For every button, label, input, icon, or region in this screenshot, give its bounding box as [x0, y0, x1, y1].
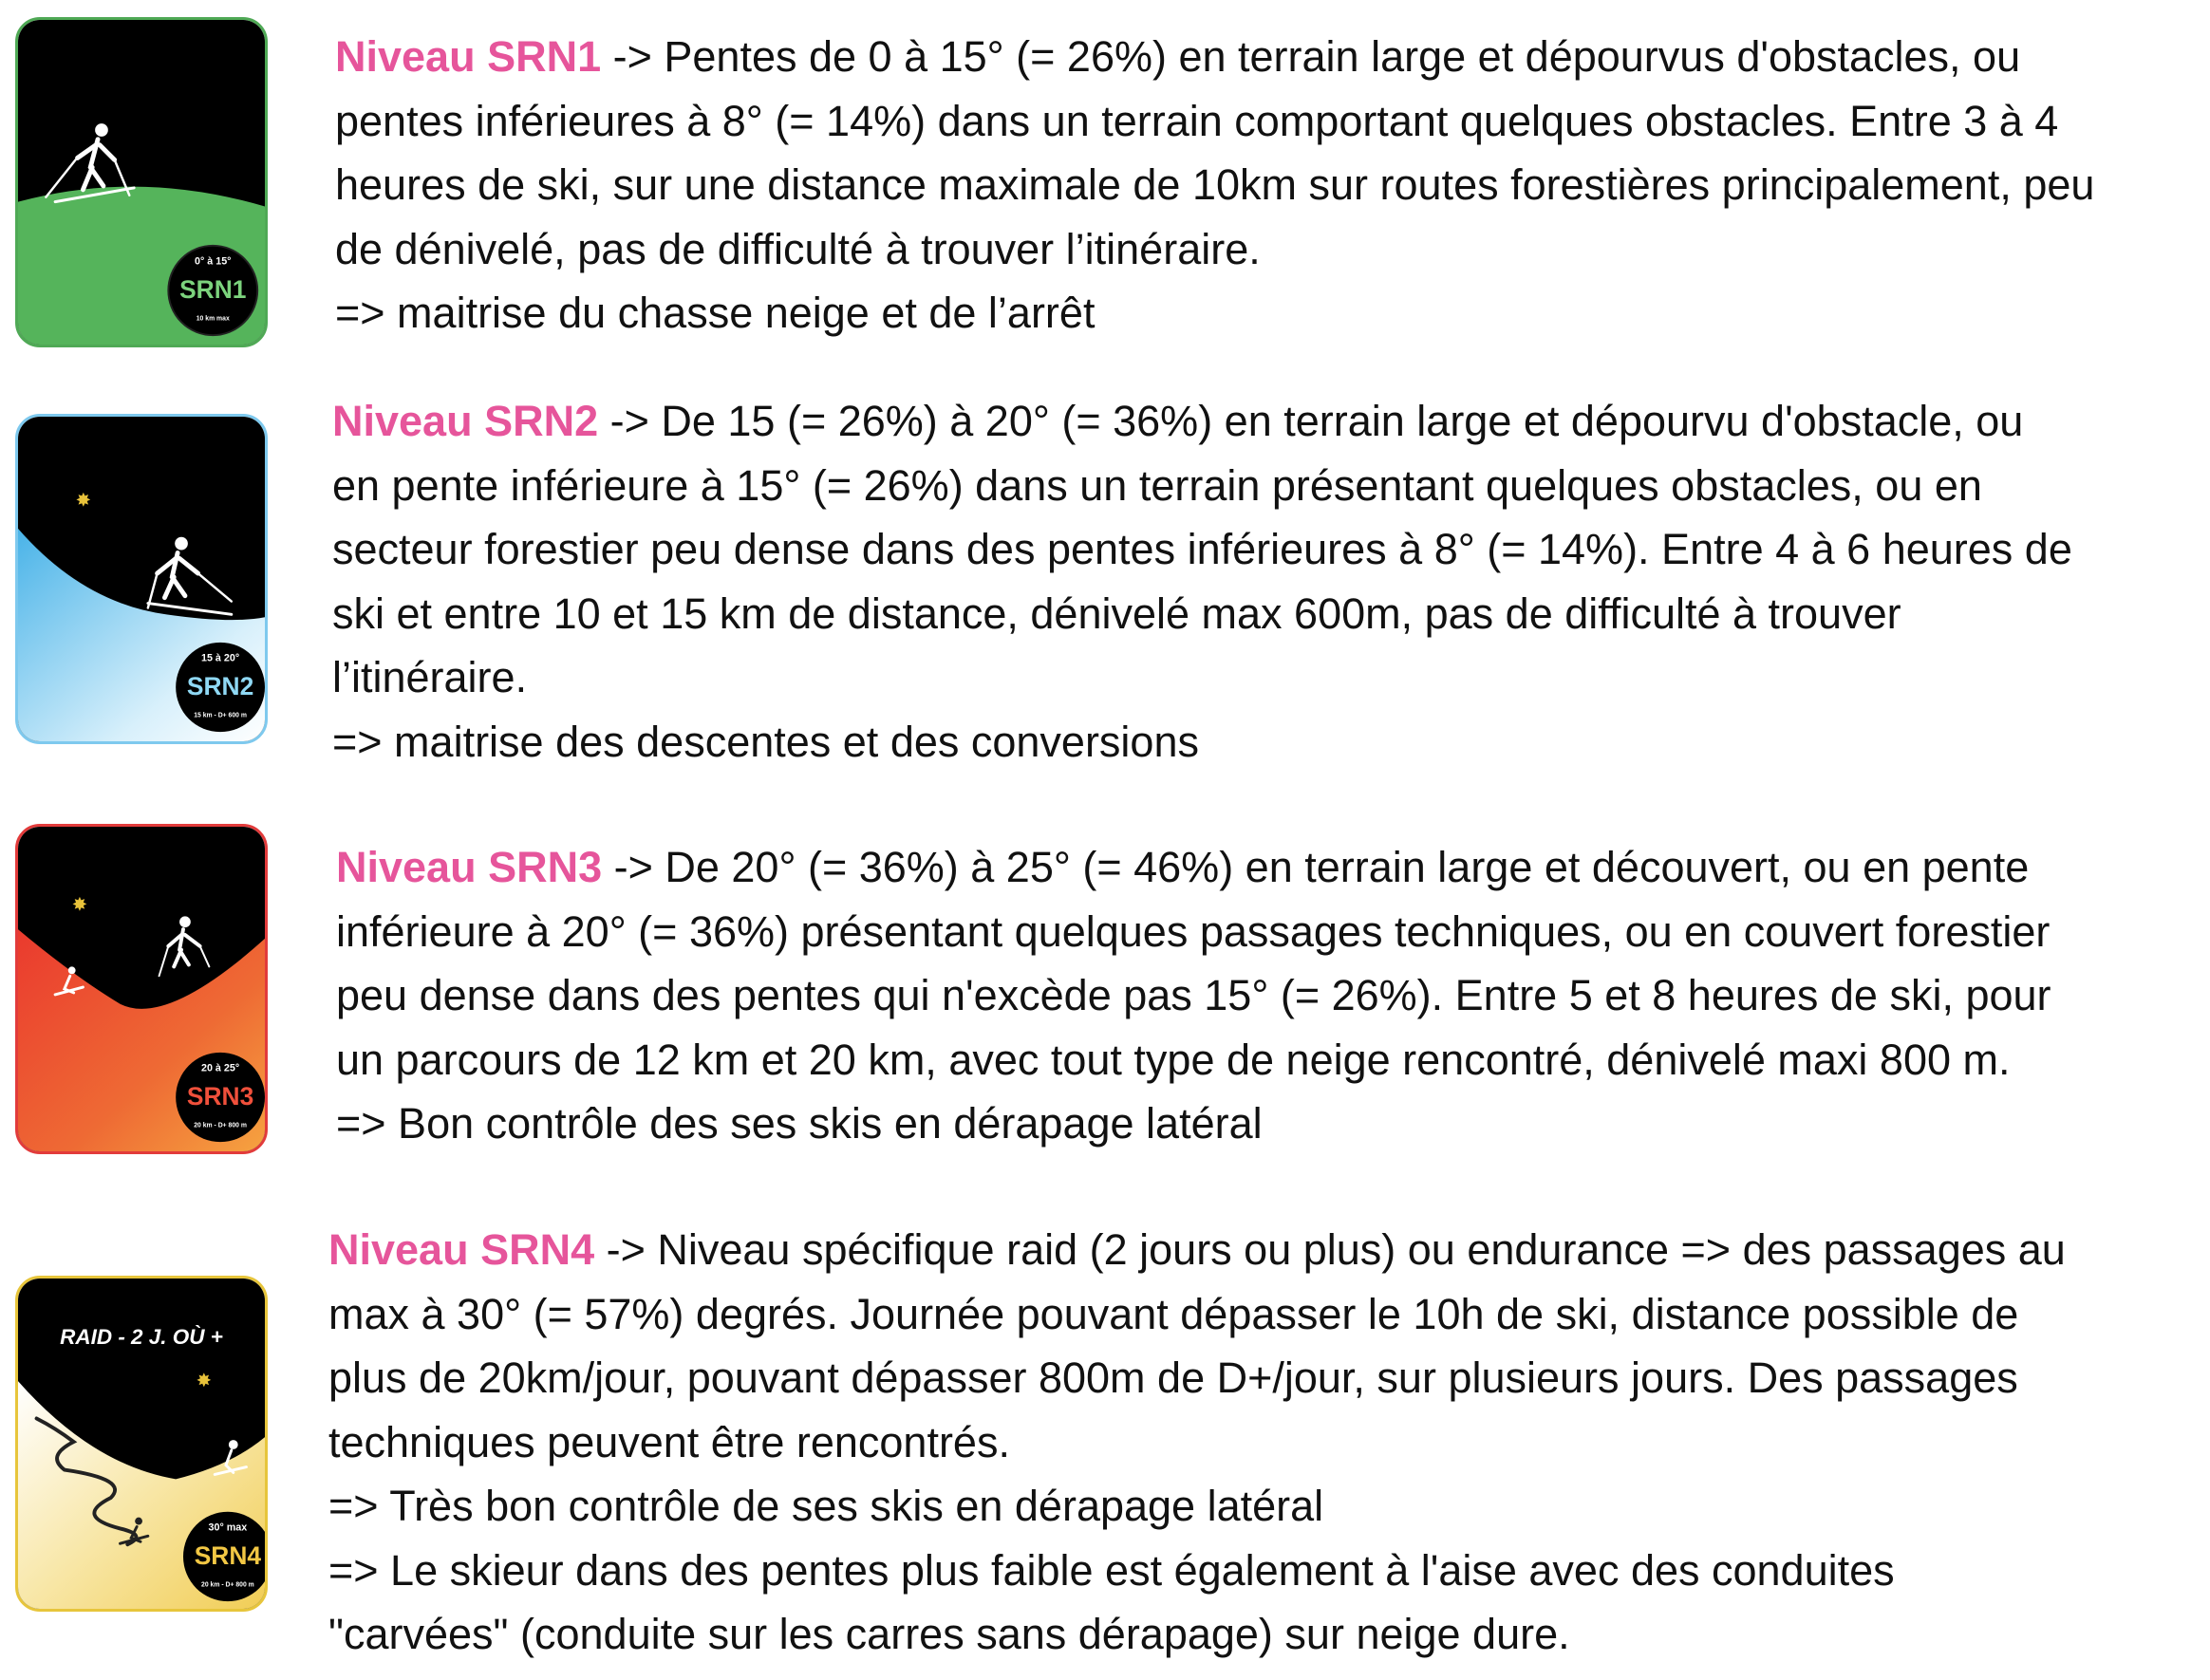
srn3-level-title: Niveau SRN3 — [336, 843, 603, 891]
raid-banner: RAID - 2 J. OÙ + — [60, 1324, 223, 1349]
srn1-description — [335, 25, 2094, 345]
star-icon: ✸ — [71, 894, 88, 916]
svg-text:30° max: 30° max — [208, 1521, 248, 1534]
srn2-line-6: => maitrise des descentes et des conversions — [332, 717, 1199, 766]
srn4-line-3: plus de 20km/jour, pouvant dépasser 800m de D+/jour, sur plusieurs jours. Des passages — [328, 1353, 2018, 1402]
srn2-line-2: en pente inférieure à 15° (= 26%) dans un terrain présentant quelques obstacles, ou en — [332, 460, 1982, 510]
srn3-description — [336, 835, 2051, 1156]
srn1-line-2: pentes inférieures à 8° (= 14%) dans un terrain comportant quelques obstacles. Entre 3 à 4 — [335, 96, 2059, 145]
svg-text:20 à 25°: 20 à 25° — [201, 1062, 240, 1074]
srn2-line-3: secteur forestier peu dense dans des pentes inférieures à 8° (= 14%). Entre 4 à 6 heures de — [332, 525, 2072, 573]
srn3-line-5: => Bon contrôle des ses skis en dérapage latéral — [336, 1099, 1263, 1148]
srn2-line-1: Niveau SRN2 -> De 15 (= 26%) à 20° (= 36%) en terrain large et dépourvu d'obstacle, ou — [332, 397, 2024, 445]
srn4-level-title: Niveau SRN4 — [328, 1225, 595, 1274]
srn3-line-4: un parcours de 12 km et 20 km, avec tout type de neige rencontré, dénivelé maxi 800 m. — [336, 1035, 2011, 1084]
svg-text:15 à 20°: 15 à 20° — [201, 652, 240, 664]
svg-text:SRN1: SRN1 — [179, 274, 247, 304]
srn4-line-7: "carvées" (conduite sur les carres sans dérapage) sur neige dure. — [328, 1610, 1570, 1658]
srn4-line-5: => Très bon contrôle de ses skis en dérapage latéral — [328, 1482, 1324, 1530]
star-icon: ✸ — [75, 490, 91, 512]
svg-text:SRN4: SRN4 — [194, 1540, 262, 1570]
srn4-line-6: => Le skieur dans des pentes plus faible est également à l'aise avec des conduites — [328, 1545, 1895, 1595]
svg-text:SRN2: SRN2 — [186, 671, 254, 700]
srn2-badge — [15, 414, 268, 744]
srn1-level-title: Niveau SRN1 — [335, 32, 602, 81]
srn4-badge — [15, 1276, 268, 1612]
srn1-badge — [15, 17, 268, 347]
svg-text:SRN3: SRN3 — [186, 1081, 254, 1111]
srn3-line-1: Niveau SRN3 -> De 20° (= 36%) à 25° (= 46%) en terrain large et découvert, ou en pente — [336, 843, 2030, 891]
svg-text:20 km - D+ 800 m: 20 km - D+ 800 m — [201, 1581, 254, 1589]
srn1-line-4: de dénivelé, pas de difficulté à trouver l’itinéraire. — [335, 224, 1261, 273]
srn3-badge — [15, 824, 268, 1154]
srn2-description — [332, 389, 2072, 774]
srn1-level-circle — [168, 246, 257, 335]
srn4-line-1: Niveau SRN4 -> Niveau spécifique raid (2 jours ou plus) ou endurance => des passages au — [328, 1225, 2066, 1274]
svg-text:20 km - D+ 800 m: 20 km - D+ 800 m — [194, 1122, 247, 1129]
srn1-line-1: Niveau SRN1 -> Pentes de 0 à 15° (= 26%) en terrain large et dépourvus d'obstacles, ou — [335, 32, 2021, 81]
svg-text:15 km - D+ 600 m: 15 km - D+ 600 m — [194, 712, 247, 719]
svg-text:10 km max: 10 km max — [196, 315, 230, 323]
star-icon: ✸ — [196, 1370, 213, 1392]
svg-text:0° à 15°: 0° à 15° — [195, 255, 232, 268]
srn2-line-4: ski et entre 10 et 15 km de distance, dénivelé max 600m, pas de difficulté à trouver — [332, 588, 1901, 638]
srn2-level-circle — [176, 643, 265, 732]
srn4-line-2: max à 30° (= 57%) degrés. Journée pouvant dépasser le 10h de ski, distance possible de — [328, 1289, 2019, 1338]
srn4-description — [328, 1218, 2066, 1667]
srn3-line-2: inférieure à 20° (= 36%) présentant quelques passages techniques, ou en couvert forestier — [336, 906, 2051, 956]
srn4-line-4: techniques peuvent être rencontrés. — [328, 1417, 1010, 1466]
srn3-level-circle — [176, 1053, 265, 1142]
srn2-level-title: Niveau SRN2 — [332, 397, 599, 445]
srn2-line-5: l’itinéraire. — [332, 653, 528, 701]
srn1-line-3: heures de ski, sur une distance maximale de 10km sur routes forestières principalement, peu — [335, 160, 2095, 209]
srn3-line-3: peu dense dans des pentes qui n'excède pas 15° (= 26%). Entre 5 et 8 heures de ski, pour — [336, 971, 2051, 1019]
srn1-line-5: => maitrise du chasse neige et de l’arrêt — [335, 289, 1096, 337]
